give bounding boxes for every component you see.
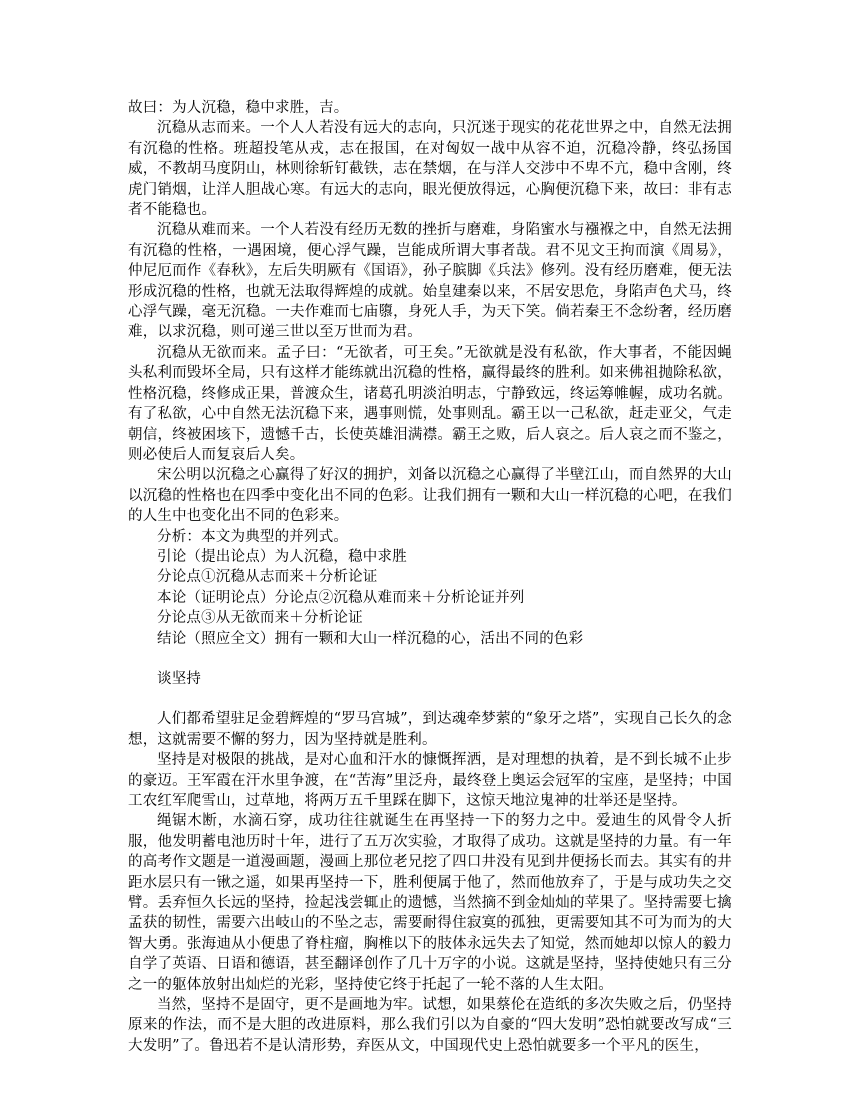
paragraph: 沉稳从志而来。一个人人若没有远大的志向，只沉迷于现实的花花世界之中，自然无法拥有沉稳的性格。班超投笔从戎，志在报国，在对匈奴一战中从容不迫，沉稳冷静，终弘扬国威，不教胡马度阴山，林则徐斩钉截铁，志在禁烟，在与洋人交涉中不卑不亢，稳中含刚，终虎门销烟，让洋人胆战心寒。有远大的志向，眼光便放得远，心胸便沉稳下来，故曰：非有志者不能稳也。 [128, 120, 732, 219]
analysis-line: 分论点③从无欲而来＋分析论证 [157, 610, 363, 627]
paragraph: 绳锯木断，水滴石穿，成功往往就诞生在再坚持一下的努力之中。爱迪生的风骨令人折服，他发明蓄电池历时十年，进行了五万次实验，才取得了成功。这就是坚持的力量。有一年的高考作文题是一道漫画题，漫画上那位老兄挖了四口井没有见到井便扬长而去。其实有的井距水层只有一锹之遥，如果再坚持一下，胜利便属于他了，然而他放弃了，于是与成功失之交臂。丢弃恒久长远的坚持，捡起浅尝辄止的遗憾，当然摘不到金灿灿的苹果了。坚持需要七擒孟获的韧性，需要六出岐山的不坠之志，需要耐得住寂寞的孤独，更需要知其不可为而为的大智大勇。张海迪从小便患了脊柱瘤，胸椎以下的肢体永远失去了知觉，然而她却以惊人的毅力自学了英语、日语和德语，甚至翻译创作了几十万字的小说。这就是坚持，坚持使她只有三分之一的躯体放射出灿烂的光彩，坚持使它终于托起了一轮不落的人生太阳。 [128, 813, 732, 993]
paragraph: 故曰：为人沉稳，稳中求胜，吉。 [128, 100, 349, 116]
analysis-line: 结论（照应全文）拥有一颗和大山一样沉稳的心，活出不同的色彩 [157, 630, 584, 647]
analysis-line: 本论（证明论点）分论点②沉稳从难而来＋分析论证并列 [157, 589, 525, 606]
document-page [128, 98, 732, 1056]
analysis-line: 分论点①沉稳从志而来＋分析论证 [157, 569, 378, 586]
paragraph: 当然，坚持不是固守，更不是画地为牢。试想，如果蔡伦在造纸的多次失败之后，仍坚持原来的作法，而不是大胆的改进原料，那么我们引以为自豪的“四大发明”恐怕就要改写成“三大发明”了。鲁迅若不是认清形势，弃医从文，中国现代史上恐怕就要多一个平凡的医生， [128, 997, 732, 1054]
analysis-line: 分析：本文为典型的并列式。 [157, 528, 349, 545]
paragraph: 坚持是对极限的挑战，是对心血和汗水的慷慨挥洒，是对理想的执着，是不到长城不止步的豪迈。王军霞在汗水里争渡，在“苦海”里泛舟，最终登上奥运会冠军的宝座，是坚持；中国工农红军爬雪山，过草地，将两万五千里踩在脚下，这惊天地泣鬼神的壮举还是坚持。 [128, 752, 732, 809]
paragraph: 人们都希望驻足金碧辉煌的“罗马宫城”，到达魂牵梦萦的“象牙之塔”，实现自己长久的念想，这就需要不懈的努力，因为坚持就是胜利。 [128, 711, 732, 748]
essay-title: 谈坚持 [157, 670, 202, 687]
paragraph: 沉稳从无欲而来。孟子曰：“无欲者，可王矣。”无欲就是没有私欲，作大事者，不能因蝇头私利而毁坏全局，只有这样才能练就出沉稳的性格，赢得最终的胜利。如来佛祖抛除私欲，性格沉稳，终修成正果，普渡众生，诸葛孔明淡泊明志，宁静致远，终运筹帷幄，成功名就。有了私欲，心中自然无法沉稳下来，遇事则慌，处事则乱。霸王以一己私欲，赶走亚父，气走朝信，终被困垓下，遗憾千古，长使英雄泪满襟。霸王之败，后人哀之。后人哀之而不鉴之，则必使后人而复哀后人矣。 [128, 344, 732, 463]
analysis-line: 引论（提出论点）为人沉稳，稳中求胜 [157, 548, 407, 565]
paragraph: 宋公明以沉稳之心赢得了好汉的拥护，刘备以沉稳之心赢得了半壁江山，而自然界的大山以沉稳的性格也在四季中变化出不同的色彩。让我们拥有一颗和大山一样沉稳的心吧，在我们的人生中也变化出不同的色彩来。 [128, 467, 732, 525]
paragraph: 沉稳从难而来。一个人若没有经历无数的挫折与磨难，身陷蜜水与襁褓之中，自然无法拥有沉稳的性格，一遇困境，便心浮气躁，岂能成所谓大事者哉。君不见文王拘而演《周易》，仲尼厄而作《春秋》，左后失明厥有《国语》，孙子膑脚《兵法》修列。没有经历磨难，便无法形成沉稳的性格，也就无法取得辉煌的成就。始皇建秦以来，不居安思危，身陷声色犬马，终心浮气躁，毫无沉稳。一夫作难而七庙隳，身死人手，为天下笑。倘若秦王不念纷奢，经历磨难，以求沉稳，则可递三世以至万世而为君。 [128, 222, 732, 341]
